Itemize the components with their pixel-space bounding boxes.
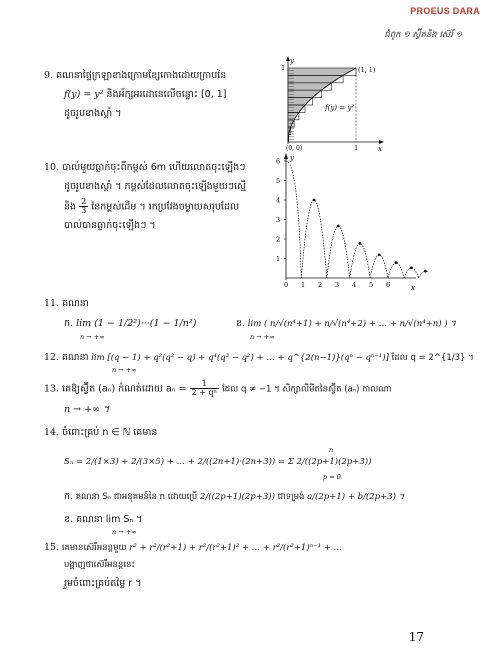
problem-14 (44, 427, 157, 438)
chapter-header: ជំពូក ១ ស្វ៊ីតនិង ស៊េរី ១ (384, 30, 462, 40)
bounce-arc (350, 243, 370, 278)
point-label: (1, 1) (358, 66, 376, 74)
y-axis-label: y (290, 154, 294, 162)
limit-subscript: n → +∞ (112, 366, 137, 374)
problem-text: គេមានស៊េរីអនន្តមួយ (61, 543, 127, 553)
numerator: 2 (81, 197, 87, 206)
fraction (79, 198, 88, 216)
problem-14-b (64, 514, 142, 525)
problem-11-b (236, 318, 456, 329)
bounce-arc (370, 255, 388, 278)
part-label: ខ. (236, 318, 246, 329)
part-label: ខ. (64, 514, 74, 525)
problem-text: និង (64, 201, 77, 213)
numerator: 1 (190, 380, 219, 389)
y-tick-label: 3 (276, 216, 281, 224)
origin-label: (0, 0) (286, 145, 303, 152)
x-tick-label: 3 (335, 281, 340, 289)
figure-axes (284, 153, 416, 280)
problem-number: 13. (44, 383, 60, 395)
page-number: 17 (408, 630, 424, 644)
area-figure (278, 54, 388, 154)
problem-number: 12. (44, 352, 60, 363)
problem-text: គណនា (61, 352, 89, 363)
bounce-peak (410, 266, 413, 269)
problem-text: ជាទម្រង់ (277, 492, 305, 502)
math-expression: lim (1 − 1/2²)···(1 − 1/n²) (76, 318, 197, 329)
x-ticks (284, 281, 390, 289)
x-tick-label: 5 (369, 281, 374, 289)
bounce-arc (388, 263, 404, 278)
problem-15-line3: រួមចំពោះគ្រប់តម្លៃ r ។ (64, 578, 142, 589)
y-tick-label: 4 (276, 196, 281, 205)
problem-number: 15. (44, 542, 60, 553)
part-label: ក. (64, 491, 74, 502)
math-expression: r² + r²/(r²+1) + r²/(r²+1)² + … + r²/(r²+1)ⁿ⁻¹ + … (129, 543, 343, 553)
y-tick-label: 2 (276, 235, 281, 244)
limit-subscript: n → +∞ (250, 333, 275, 341)
x-tick: 1 (354, 144, 359, 152)
problem-13 (44, 380, 391, 398)
bounce-arcs (286, 161, 428, 278)
problem-text: គណនា lim Sₙ ។ (76, 514, 143, 525)
bounce-arc (286, 161, 301, 278)
math-expression: lim ( n/√(n⁴+1) + n/√(n⁴+2) + … + n/√(n⁴+n) ) ។ (247, 319, 456, 329)
x-tick-label: 2 (318, 281, 323, 289)
problem-number: 10. (44, 162, 60, 173)
fraction (190, 380, 219, 398)
problem-number: 11. (44, 298, 60, 309)
problem-15 (44, 542, 342, 553)
problem-text: គេឱ្យស្វ៊ីត (aₙ) កំណត់ដោយ aₙ = (62, 383, 187, 395)
problem-text: គណនា (62, 298, 89, 309)
part-label: ក. (64, 318, 74, 329)
problem-text: និងអ័ក្សអរដោនេលើចន្លោះ [0, 1] (106, 89, 227, 100)
bounce-arc (301, 200, 327, 278)
problem-number: 14. (44, 427, 60, 438)
denominator: 2 + qⁿ (191, 388, 218, 398)
problem-10-line2: ដូចរូបខាងស្តាំ ។ កម្ពស់ដែលលោតចុះឡើងមួយៗស្មើ (64, 181, 247, 192)
y-tick-label: 1 (276, 255, 281, 263)
y-tick-label: 6 (276, 157, 281, 166)
problem-10 (44, 162, 245, 173)
math-expression: a/(2p+1) + b/(2p+3) ។ (307, 492, 405, 502)
problem-text: គណនាផ្ទៃក្រឡាខាងក្រោមខ្សែកោងដោយក្រាបនៃ (56, 70, 227, 81)
bouncing-ball-figure (268, 150, 428, 295)
problem-text: បាល់មួយធ្លាក់ចុះពីកម្ពស់ 6m ហើយលោតចុះឡើងៗ (62, 162, 246, 173)
bounce-peak (424, 270, 427, 273)
y-axis-label: y (290, 57, 294, 65)
limit-subscript: n → +∞ (80, 333, 105, 341)
bounce-peak (378, 253, 381, 256)
problem-9-line2 (64, 89, 227, 100)
problem-14-a (64, 491, 404, 502)
bounce-peak (359, 242, 362, 245)
problem-15-line2: បង្ហាញថាស៊េរីអនន្តនេះ (64, 560, 136, 570)
problem-text: គណនា Sₙ ជាអនុគមន៍នៃ n ដោយប្រើ (75, 492, 198, 502)
problem-10-line4: បាល់បានធ្លាក់ចុះឡើងៗ ។ (64, 220, 156, 231)
problem-12 (44, 352, 474, 363)
y-ticks (276, 158, 286, 264)
denominator: 3 (81, 206, 87, 216)
problem-text: ចំពោះគ្រប់ n ∈ ℕ គេមាន (62, 427, 158, 438)
x-tick-label: 4 (352, 281, 357, 289)
sn-definition: Sₙ = 2/(1×3) + 2/(3×5) + … + 2/((2n+1)·(2n+3)) = Σ 2/((2p+1)(2p+3)) (64, 457, 372, 467)
x-tick-label: 0 (284, 281, 289, 289)
problem-10-line3 (64, 198, 239, 216)
problem-text: ដែល q ≠ −1 ។ សិក្សាលីមីតនៃស្វ៊ីត (aₙ) កាលណា (222, 384, 392, 395)
x-tick-label: 1 (301, 281, 306, 289)
math-expression: lim [(q − 1) + q²(q² − q) + q⁴(q³ − q²) + … + q^{2(n−1)}(qⁿ − qⁿ⁻¹)] (91, 353, 389, 363)
problem-11-a (64, 318, 196, 329)
x-axis-label: x (411, 284, 415, 292)
limit-subscript: n → +∞ (112, 528, 137, 536)
sum-upper-limit: n (329, 446, 334, 454)
x-tick-label: 6 (386, 281, 391, 289)
bounce-peak (313, 199, 316, 202)
bounce-peak (395, 261, 398, 264)
math-expression: 2/((2p+1)(2p+3)) (199, 492, 275, 502)
problem-9 (44, 70, 226, 81)
bounce-arc (404, 268, 418, 278)
problem-9-line3: ដូចរូបខាងស្តាំ ។ (64, 108, 122, 119)
sum-lower-limit: p = 0 (323, 473, 341, 481)
condition-text: ដែល q = 2^{1/3} ។ (391, 353, 474, 363)
bounce-peak (337, 225, 340, 228)
brand-label: PROEUS DARA (410, 6, 480, 16)
problem-13-line2: n → +∞ ។ (64, 404, 110, 415)
y-tick-label: 5 (276, 177, 281, 185)
curve-label: f(y) = y² (325, 104, 355, 112)
bounce-arc (327, 226, 350, 278)
x-axis-label: x (378, 145, 382, 153)
problem-text: នៃកម្ពស់ដើម ។ រកប្រវែងចម្ងាយសរុបដែល (91, 201, 240, 213)
problem-11 (44, 298, 89, 309)
problem-number: 9. (44, 70, 54, 81)
bounce-arc (419, 271, 428, 278)
y-tick: 1 (281, 64, 286, 72)
math-expression: f(y) = y² (64, 89, 104, 100)
